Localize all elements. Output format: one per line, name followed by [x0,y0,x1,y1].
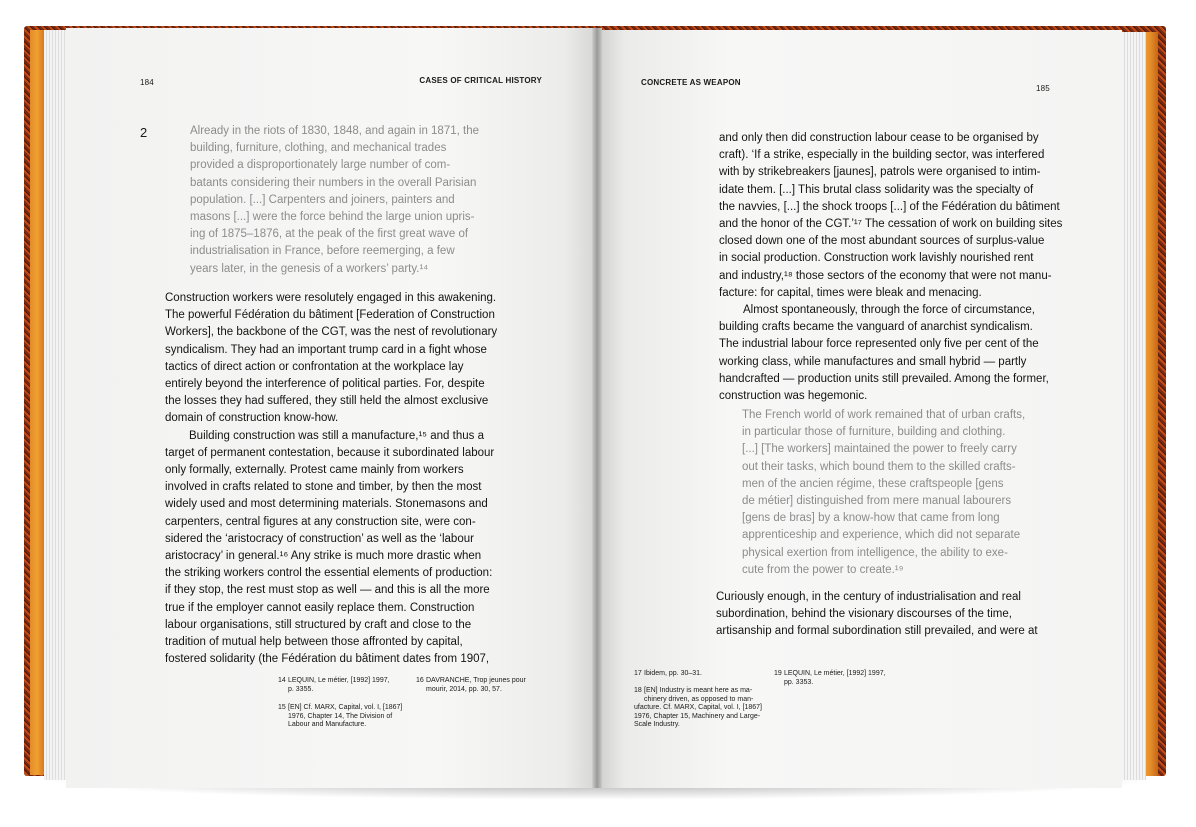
body-line: the losses they had suffered, they still held the almost exclusive [165,395,489,408]
footnote-number: 18 [634,687,642,694]
footnote-line: LEQUIN, Le métier, [1992] 1997, [288,677,390,684]
footnote-16 [416,677,526,694]
body-line: only formally, externally. Protest came mainly from workers [165,464,464,477]
footnote-number: 16 [416,677,424,684]
body-line: entirely beyond the interference of political parties. For, despite [165,378,485,391]
body-line: involved in crafts related to stone and timber, by then the most [165,481,482,494]
footnote-15 [278,704,402,730]
body-line: and the honor of the CGT.’¹⁷ The cessation of work on building sites [719,218,1063,231]
footnote-line: [EN] Industry is meant here as ma- [644,687,753,694]
running-head-left: CASES OF CRITICAL HISTORY [419,76,542,85]
body-line: facture: for capital, times were bleak and menacing. [719,286,982,299]
body-line: tactics of direct action or confrontation at the workplace lay [165,360,464,373]
body-line: closed down one of the most abundant sources of surplus-value [719,235,1045,248]
cover-edge-right [1144,32,1158,776]
body-line: domain of construction know-how. [165,412,339,425]
body-line: if they stop, the rest must stop as well — and this is all the more [165,584,490,597]
footnote-line: Ibidem, pp. 30–31. [644,670,702,677]
body-line: aristocracy’ in general.¹⁶ Any strike is much more drastic when [165,550,482,563]
quote-line: provided a disproportionately large number of com- [190,159,451,172]
body-text-right-2 [716,589,1038,641]
body-line: tradition of mutual help between those affronted by capital, [165,636,463,649]
body-line: subordination, behind the visionary discourses of the time, [716,608,1012,621]
block-quote-left [190,123,479,278]
footnote-number: 15 [278,704,286,711]
body-line: target of permanent contestation, because it subordinated labour [165,446,495,459]
footnote-line: 1976, Chapter 14, The Division of [288,712,393,720]
cover-edge-left [30,30,44,775]
quote-line: building, furniture, clothing, and mechanical trades [190,142,447,155]
quote-line: batants considering their numbers in the overall Parisian [190,176,477,189]
block-quote-right [742,407,1025,579]
body-text-left [165,290,497,668]
body-line: Almost spontaneously, through the force of circumstance, [743,304,1035,317]
footnote-number: 14 [278,677,286,684]
quote-line: masons [...] were the force behind the large union upris- [190,211,475,224]
body-line: the navvies, [...] the shock troops [...] of the Fédération du bâtiment [719,200,1060,213]
body-line: idate them. [...] This brutal class solidarity was the specialty of [719,183,1034,196]
footnote-line: pp. 3353. [784,678,814,686]
footnote-line: [EN] Cf. MARX, Capital, vol. I, [1867] [288,704,403,711]
body-line: craft). ‘If a strike, especially in the building sector, was interfered [719,149,1045,162]
quote-line: apprenticeship and experience, which did not separate [742,529,1021,542]
body-text-right [719,130,1062,405]
book-gutter [592,28,602,788]
quote-line: industrialisation in France, before reemerging, a few [190,245,455,258]
body-line: the striking workers control the essential elements of production: [165,567,493,580]
body-line: artisanship and formal subordination still prevailed, and were at [716,625,1038,638]
body-line: construction was hegemonic. [719,390,868,403]
quote-line: [gens de bras] by a know-how that came from long [742,512,1000,525]
quote-line: years later, in the genesis of a workers’ party.¹⁴ [190,262,429,275]
footnote-14 [278,677,390,694]
body-line: syndicalism. They had an important trump card in a fight whose [165,343,487,356]
footnote-number: 17 [634,670,642,677]
running-head-right: CONCRETE AS WEAPON [641,78,741,87]
page-stack-right [1118,32,1146,780]
body-line: fostered solidarity (the Fédération du bâtiment dates from 1907, [165,653,490,666]
footnote-line: chinery driven, as opposed to man- [644,695,754,703]
quote-line: in particular those of furniture, building and clothing. [742,426,1006,439]
footnote-18 [634,687,762,730]
quote-line: physical exertion from intelligence, the ability to exe- [742,546,1008,559]
quote-line: Already in the riots of 1830, 1848, and again in 1871, the [190,125,479,137]
quote-line: out their tasks, which bound them to the skilled crafts- [742,460,1016,473]
body-line: with by strikebreakers [jaunes], patrols were organised to intim- [719,166,1041,179]
footnote-line: p. 3355. [288,685,314,693]
footnote-17 [634,670,702,679]
quote-line: men of the ancien régime, these craftspeople [gens [742,477,1004,490]
quote-line: de métier] distinguished from mere manual labourers [742,495,1012,508]
quote-line: [...] [The workers] maintained the power to freely carry [742,443,1017,456]
section-number: 2 [140,125,148,140]
footnote-number: 19 [774,670,782,677]
footnote-line: mourir, 2014, pp. 30, 57. [426,685,502,693]
body-line: building crafts became the vanguard of anarchist syndicalism. [719,321,1033,334]
quote-line: cute from the power to create.¹⁹ [742,563,904,576]
body-line: Curiously enough, in the century of industrialisation and real [716,591,1021,603]
body-line: sidered the ‘aristocracy of construction’ as well as the ‘labour [165,532,474,545]
body-line: The industrial labour force represented only five per cent of the [719,338,1039,351]
footnote-19 [774,670,886,687]
body-line: working class, while manufactures and small hybrid — partly [719,355,1027,368]
footnote-line: 1976, Chapter 15, Machinery and Large- [634,712,761,720]
footnote-line: LEQUIN, Le métier, [1992] 1997, [784,670,886,677]
body-line: Construction workers were resolutely engaged in this awakening. [165,292,497,304]
body-line: Building construction was still a manufacture,¹⁵ and thus a [189,429,484,442]
quote-line: ing of 1875–1876, at the peak of the first great wave of [190,228,469,241]
quote-line: The French world of work remained that of urban crafts, [742,409,1026,421]
body-line: widely used and most determining materials. Stonemasons and [165,498,488,511]
footnote-line: DAVRANCHE, Trop jeunes pour [426,677,526,684]
footnote-line: ufacture. Cf. MARX, Capital, vol. I, [1867] [634,704,762,712]
body-line: labour organisations, still structured by craft and close to the [165,618,472,631]
body-line: handcrafted — production units still prevailed. Among the former, [719,372,1049,385]
body-line: and industry,¹⁸ those sectors of the economy that were not manu- [719,269,1052,282]
body-line: Workers], the backbone of the CGT, was the nest of revolutionary [165,326,498,339]
page-number-left: 184 [140,78,154,87]
body-line: true if the employer cannot easily replace them. Construction [165,601,475,614]
body-line: The powerful Fédération du bâtiment [Federation of Construction [165,309,495,322]
footnote-line: Labour and Manufacture. [288,721,367,729]
footnote-line: Scale Industry. [634,721,680,729]
body-line: and only then did construction labour cease to be organised by [719,132,1039,144]
body-line: carpenters, central figures at any construction site, were con- [165,515,476,528]
quote-line: population. [...] Carpenters and joiners, painters and [190,193,455,206]
page-number-right: 185 [1036,84,1050,93]
body-line: in social production. Construction work lavishly nourished rent [719,252,1034,265]
